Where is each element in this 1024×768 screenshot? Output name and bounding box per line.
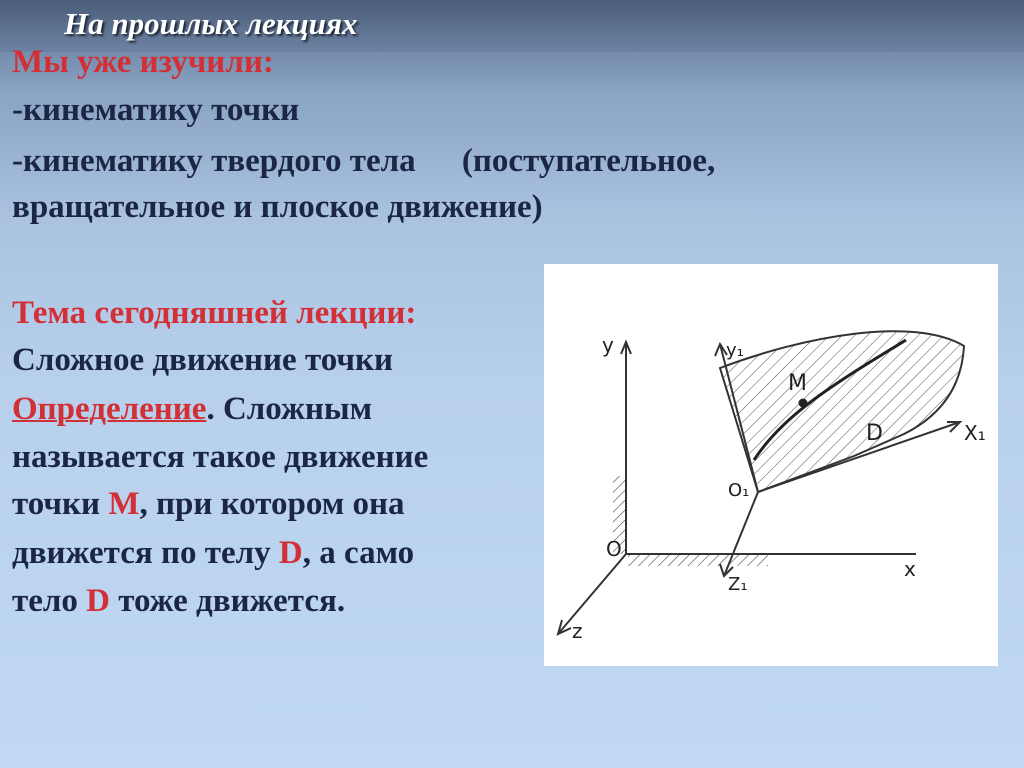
definition-text-3a: точки xyxy=(12,486,109,522)
body-d-label: D xyxy=(278,535,303,571)
definition-line-3 xyxy=(12,484,404,524)
label-origin-1: O₁ xyxy=(728,480,750,501)
definition-text-4b: , а само xyxy=(302,535,415,571)
point-m-label: М xyxy=(108,486,140,522)
body-d-label-2: D xyxy=(86,583,110,619)
motion-types-paren: (поступательное, xyxy=(461,143,716,179)
definition-text-3b: , при котором она xyxy=(139,486,405,522)
definition-text-5b: тоже движется. xyxy=(109,583,346,619)
body-d-shape xyxy=(720,331,964,492)
studied-item-motion-types: вращательное и плоское движение) xyxy=(12,189,543,225)
studied-heading: Мы уже изучили: xyxy=(12,44,274,80)
diagram-svg xyxy=(544,264,998,666)
label-m: M xyxy=(788,371,807,396)
studied-item-point: -кинематику точки xyxy=(12,92,300,128)
label-z: z xyxy=(572,619,583,643)
slide-title: На прошлых лекциях xyxy=(64,6,358,41)
label-origin: O xyxy=(606,537,622,561)
label-x1: X₁ xyxy=(964,421,986,445)
definition-line-2: называется такое движение xyxy=(12,439,429,475)
rigid-body-label: -кинематику твердого тела xyxy=(12,143,416,179)
x-axis-hatch xyxy=(628,555,768,566)
definition-line-1 xyxy=(12,389,372,429)
definition-text-1: . Сложным xyxy=(206,391,373,427)
topic-title: Сложное движение точки xyxy=(12,342,394,378)
label-y: y xyxy=(602,333,614,357)
definition-line-4 xyxy=(12,533,414,573)
label-d: D xyxy=(866,421,883,446)
definition-text-5a: тело xyxy=(12,583,87,619)
complex-motion-diagram xyxy=(544,264,998,666)
topic-heading: Тема сегодняшней лекции: xyxy=(12,295,417,331)
definition-label: Определение xyxy=(12,391,207,427)
definition-line-5 xyxy=(12,581,345,621)
label-y1: y₁ xyxy=(726,340,744,361)
definition-text-4a: движется по телу xyxy=(12,535,279,571)
point-m-marker xyxy=(799,399,808,408)
z-axis xyxy=(558,554,626,634)
studied-item-rigid-body xyxy=(12,141,715,181)
label-x: x xyxy=(904,557,916,581)
label-z1: Z₁ xyxy=(728,574,748,595)
